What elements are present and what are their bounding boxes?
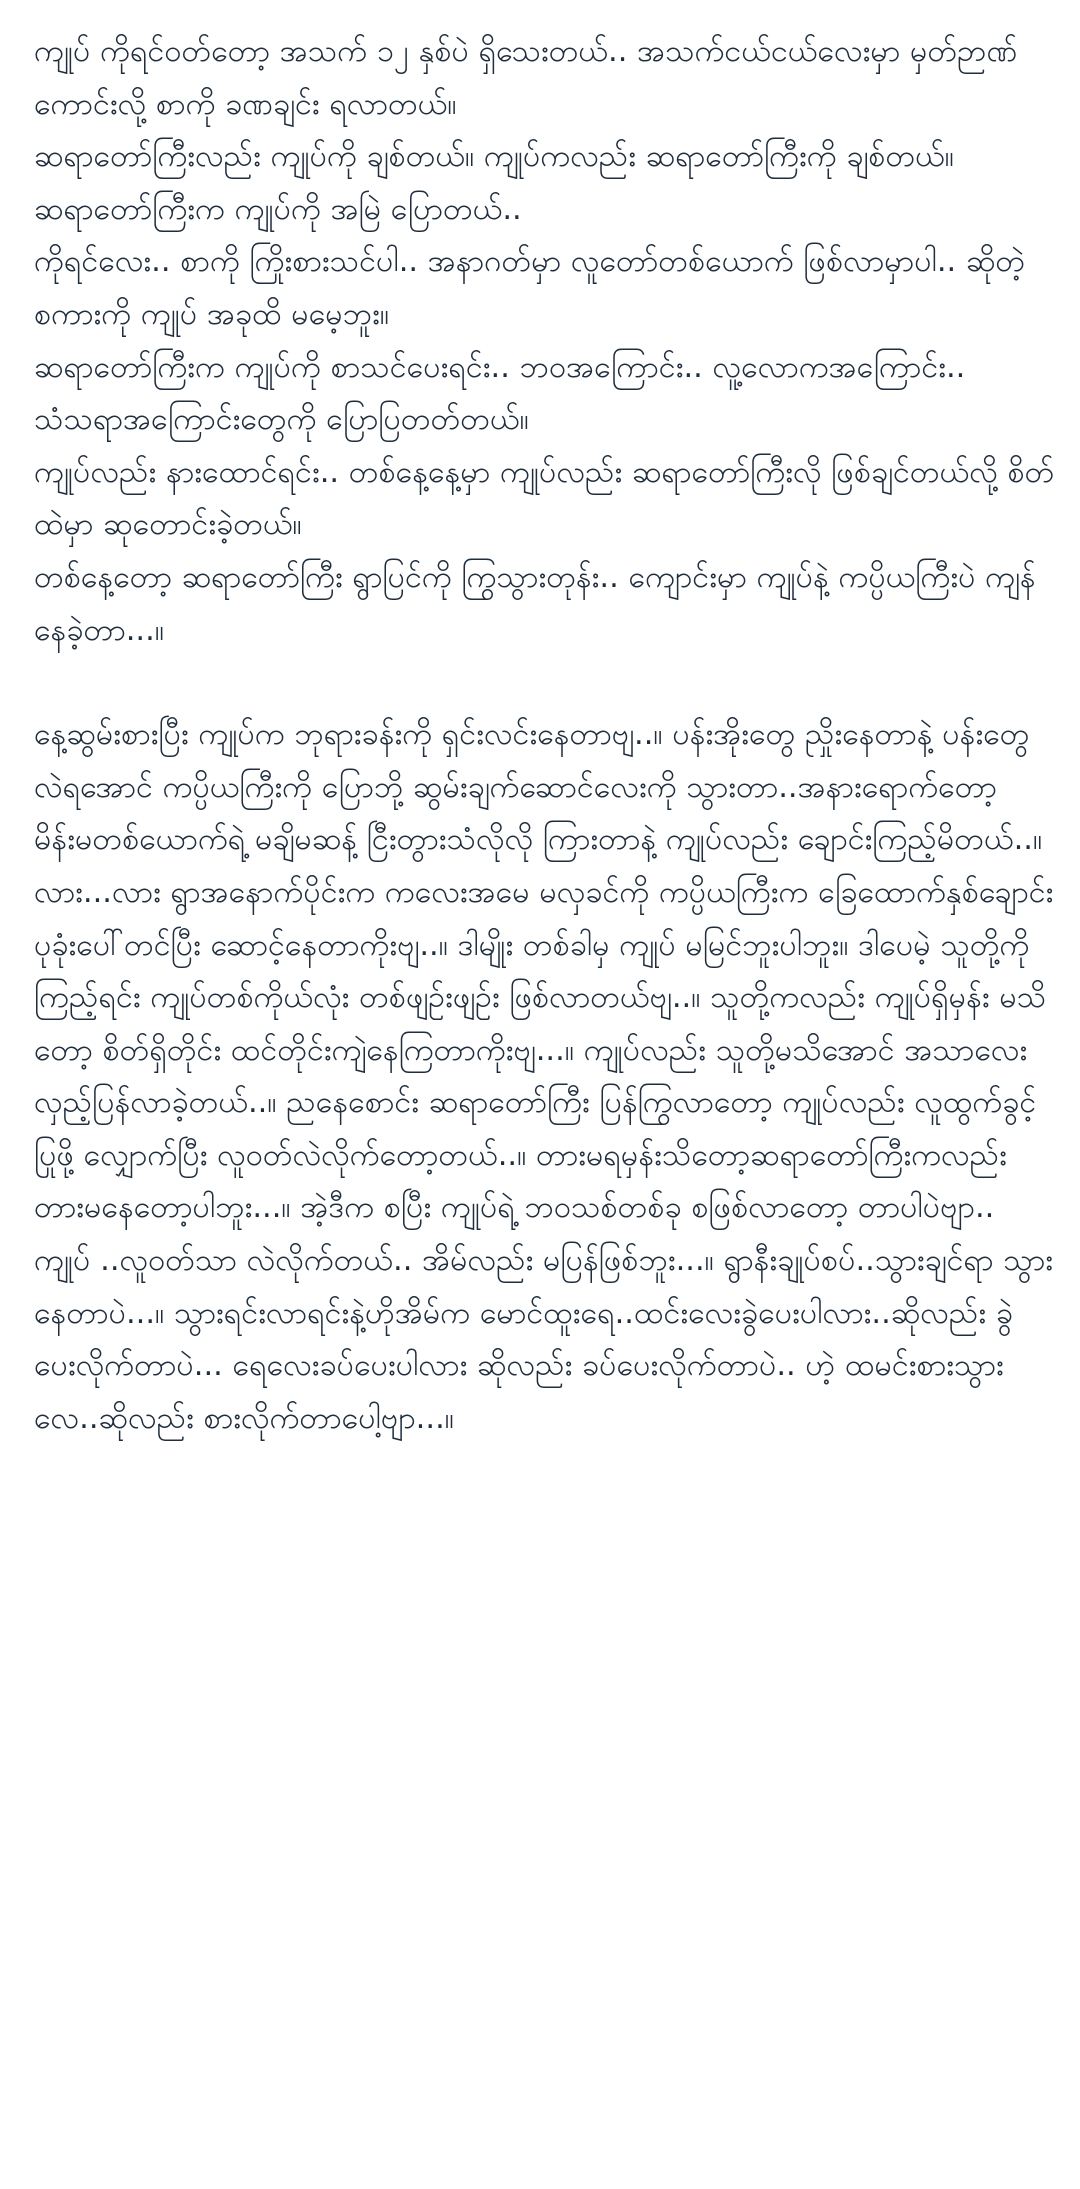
paragraph-spacer (34, 657, 1058, 709)
story-paragraph-1: ကျုပ် ကိုရင်ဝတ်တော့ အသက် ၁၂ နှစ်ပဲ ရှိသေးတယ်.. အသက်ငယ်ငယ်လေးမှာ မှတ်ဉာဏ်ကောင်းလို့ စာကို ခဏချင်း ရလာတယ်။ ဆရာတော်ကြီးလည်း ကျုပ်ကို ချစ်တယ်။ ကျုပ်ကလည်း ဆရာတော်ကြီးကို ချစ်တယ်။ ဆရာတော်ကြီးက ကျုပ်ကို အမြဲ ပြောတယ်.. ကိုရင်လေး.. စာကို ကြိုးစားသင်ပါ.. အနာဂတ်မှာ လူတော်တစ်ယောက် ဖြစ်လာမှာပါ.. ဆိုတဲ့ စကားကို ကျုပ် အခုထိ မမေ့ဘူး။ ဆရာတော်ကြီးက ကျုပ်ကို စာသင်ပေးရင်း.. ဘဝအကြောင်း.. လူ့လောကအကြောင်း.. သံသရာအကြောင်းတွေကို ပြောပြတတ်တယ်။ ကျုပ်လည်း နားထောင်ရင်း.. တစ်နေ့နေ့မှာ ကျုပ်လည်း ဆရာတော်ကြီးလို ဖြစ်ချင်တယ်လို့ စိတ်ထဲမှာ ဆုတောင်းခဲ့တယ်။ တစ်နေ့တော့ ဆရာတော်ကြီး ရွာပြင်ကို ကြွသွားတုန်း.. ကျောင်းမှာ ကျုပ်နဲ့ ကပ္ပိယကြီးပဲ ကျန်နေခဲ့တာ...။ (34, 34, 1055, 648)
article-body (34, 26, 1058, 1445)
story-paragraph-2: နေ့ဆွမ်းစားပြီး ကျုပ်က ဘုရားခန်းကို ရှင်းလင်းနေတာဗျ..။ ပန်းအိုးတွေ ညှိုးနေတာနဲ့ ပန်းတွေ လဲရအောင် ကပ္ပိယကြီးကို ပြောဘို့ ဆွမ်းချက်ဆောင်လေးကို သွားတာ..အနားရောက်တော့ မိန်းမတစ်ယောက်ရဲ့ မချိမဆန့် ငြီးတွားသံလိုလို ကြားတာနဲ့ ကျုပ်လည်း ချောင်းကြည့်မိတယ်..။ လား...လား ရွာအနောက်ပိုင်းက ကလေးအမေ မလှခင်ကို ကပ္ပိယကြီးက ခြေထောက်နှစ်ချောင်း ပုခုံးပေါ်တင်ပြီး ဆောင့်နေတာကိုးဗျ..။ ဒါမျိုး တစ်ခါမှ ကျုပ် မမြင်ဘူးပါဘူး။ ဒါပေမဲ့ သူတို့ကို ကြည့်ရင်း ကျုပ်တစ်ကိုယ်လုံး တစ်ဖျဉ်းဖျဉ်း ဖြစ်လာတယ်ဗျ..။ သူတို့ကလည်း ကျုပ်ရှိမှန်း မသိတော့ စိတ်ရှိတိုင်း ထင်တိုင်းကျဲနေကြတာကိုးဗျ...။ ကျုပ်လည်း သူတို့မသိအောင် အသာလေး လှည့်ပြန်လာခဲ့တယ်..။ ညနေစောင်း ဆရာတော်ကြီး ပြန်ကြွလာတော့ ကျုပ်လည်း လူထွက်ခွင့်ပြုဖို့ လျှောက်ပြီး လူဝတ်လဲလိုက်တော့တယ်..။ တားမရမှန်းသိတော့ဆရာတော်ကြီးကလည်း တားမနေတော့ပါဘူး...။ အဲ့ဒီက စပြီး ကျုပ်ရဲ့ ဘဝသစ်တစ်ခု စဖြစ်လာတော့ တာပါပဲဗျာ.. ကျုပ် ..လူဝတ်သာ လဲလိုက်တယ်.. အိမ်လည်း မပြန်ဖြစ်ဘူး...။ ရွာနီးချုပ်စပ်..သွားချင်ရာ သွားနေတာပဲ...။ သွားရင်းလာရင်းနဲ့ဟိုအိမ်က မောင်ထူးရေ..ထင်းလေးခွဲပေးပါလား..ဆိုလည်း ခွဲပေးလိုက်တာပဲ... ရေလေးခပ်ပေးပါလား ဆိုလည်း ခပ်ပေးလိုက်တာပဲ.. ဟဲ့ ထမင်းစားသွားလေ..ဆိုလည်း စားလိုက်တာပေါ့ဗျာ...။ (34, 717, 1054, 1436)
